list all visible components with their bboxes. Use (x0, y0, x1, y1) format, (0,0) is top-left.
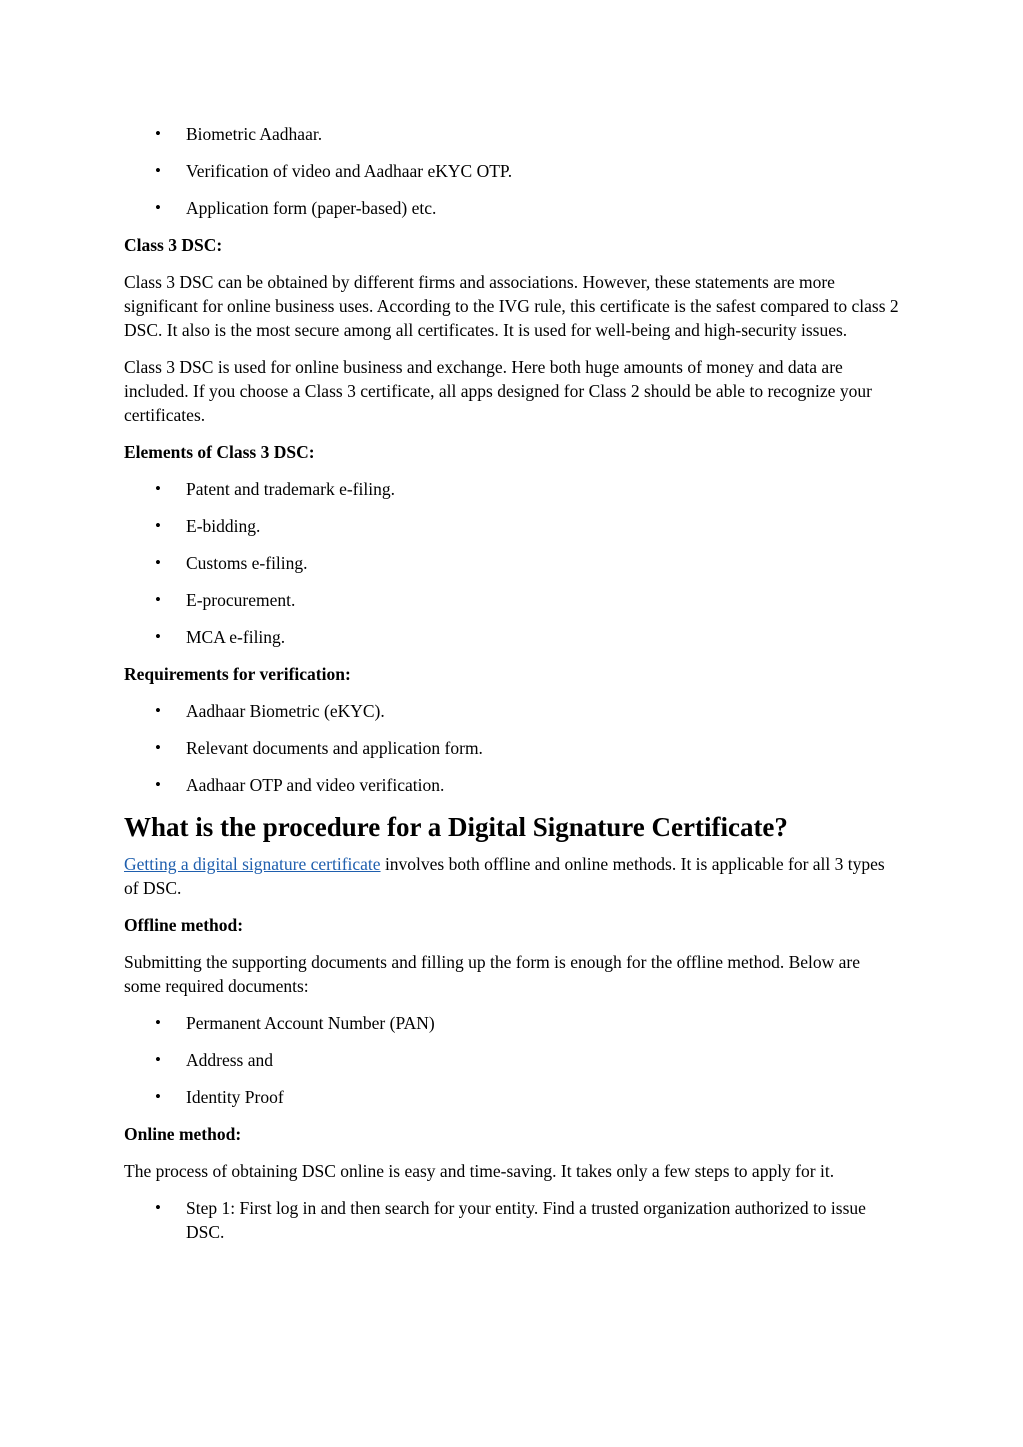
procedure-paragraph: Getting a digital signature certificate involves both offline and online methods. It is applicable for all 3 types of DSC. (124, 854, 885, 898)
bullet-icon: • (155, 553, 161, 572)
online-heading: Online method: (124, 1124, 242, 1144)
requirements-list (124, 699, 899, 797)
bullet-icon: • (155, 516, 161, 535)
list-item: • Patent and trademark e-filing. (155, 479, 395, 499)
list-item: • Aadhaar Biometric (eKYC). (155, 701, 385, 721)
verification-list-class2 (124, 122, 899, 220)
class3-paragraph-1: Class 3 DSC can be obtained by different firms and associations. However, these statements are more significant for online business uses. According to the IVG rule, this certificate is the safest compared to class 2 DSC. It also is the most secure among all certificates. It is used for well-being and high-security issues. (124, 272, 899, 340)
class3-heading: Class 3 DSC: (124, 235, 223, 255)
bullet-icon: • (155, 1087, 161, 1106)
list-item: • Identity Proof (155, 1087, 284, 1107)
list-item: • E-bidding. (155, 516, 261, 536)
list-item: • Relevant documents and application form. (155, 738, 483, 758)
digital-signature-link[interactable]: Getting a digital signature certificate (124, 854, 381, 874)
bullet-icon: • (155, 124, 161, 143)
list-item: • Step 1: First log in and then search for your entity. Find a trusted organization authorized to issue DSC. (155, 1198, 866, 1242)
list-item: • E-procurement. (155, 590, 296, 610)
online-steps-list (124, 1196, 899, 1244)
bullet-icon: • (155, 161, 161, 180)
list-item: • Customs e-filing. (155, 553, 308, 573)
list-item: • Permanent Account Number (PAN) (155, 1013, 435, 1033)
list-item: • Biometric Aadhaar. (155, 124, 323, 144)
bullet-icon: • (155, 1198, 161, 1217)
list-item: • Application form (paper-based) etc. (155, 198, 437, 218)
offline-paragraph: Submitting the supporting documents and filling up the form is enough for the offline method. Below are some required documents: (124, 952, 861, 996)
class3-paragraph-2: Class 3 DSC is used for online business and exchange. Here both huge amounts of money and data are included. If you choose a Class 3 certificate, all apps designed for Class 2 should be able to recognize your certificates. (124, 357, 872, 425)
bullet-icon: • (155, 1013, 161, 1032)
online-paragraph: The process of obtaining DSC online is easy and time-saving. It takes only a few steps to apply for it. (124, 1161, 835, 1181)
list-item: • Aadhaar OTP and video verification. (155, 775, 445, 795)
bullet-icon: • (155, 775, 161, 794)
bullet-icon: • (155, 627, 161, 646)
document-page (124, 122, 899, 1257)
bullet-icon: • (155, 590, 161, 609)
bullet-icon: • (155, 701, 161, 720)
offline-documents-list (124, 1011, 899, 1109)
bullet-icon: • (155, 479, 161, 498)
elements-list (124, 477, 899, 649)
list-item: • Verification of video and Aadhaar eKYC OTP. (155, 161, 513, 181)
bullet-icon: • (155, 198, 161, 217)
list-item: • MCA e-filing. (155, 627, 286, 647)
procedure-heading: What is the procedure for a Digital Signature Certificate? (124, 812, 788, 842)
bullet-icon: • (155, 738, 161, 757)
offline-heading: Offline method: (124, 915, 244, 935)
requirements-heading: Requirements for verification: (124, 664, 351, 684)
elements-heading: Elements of Class 3 DSC: (124, 442, 315, 462)
list-item: • Address and (155, 1050, 273, 1070)
bullet-icon: • (155, 1050, 161, 1069)
